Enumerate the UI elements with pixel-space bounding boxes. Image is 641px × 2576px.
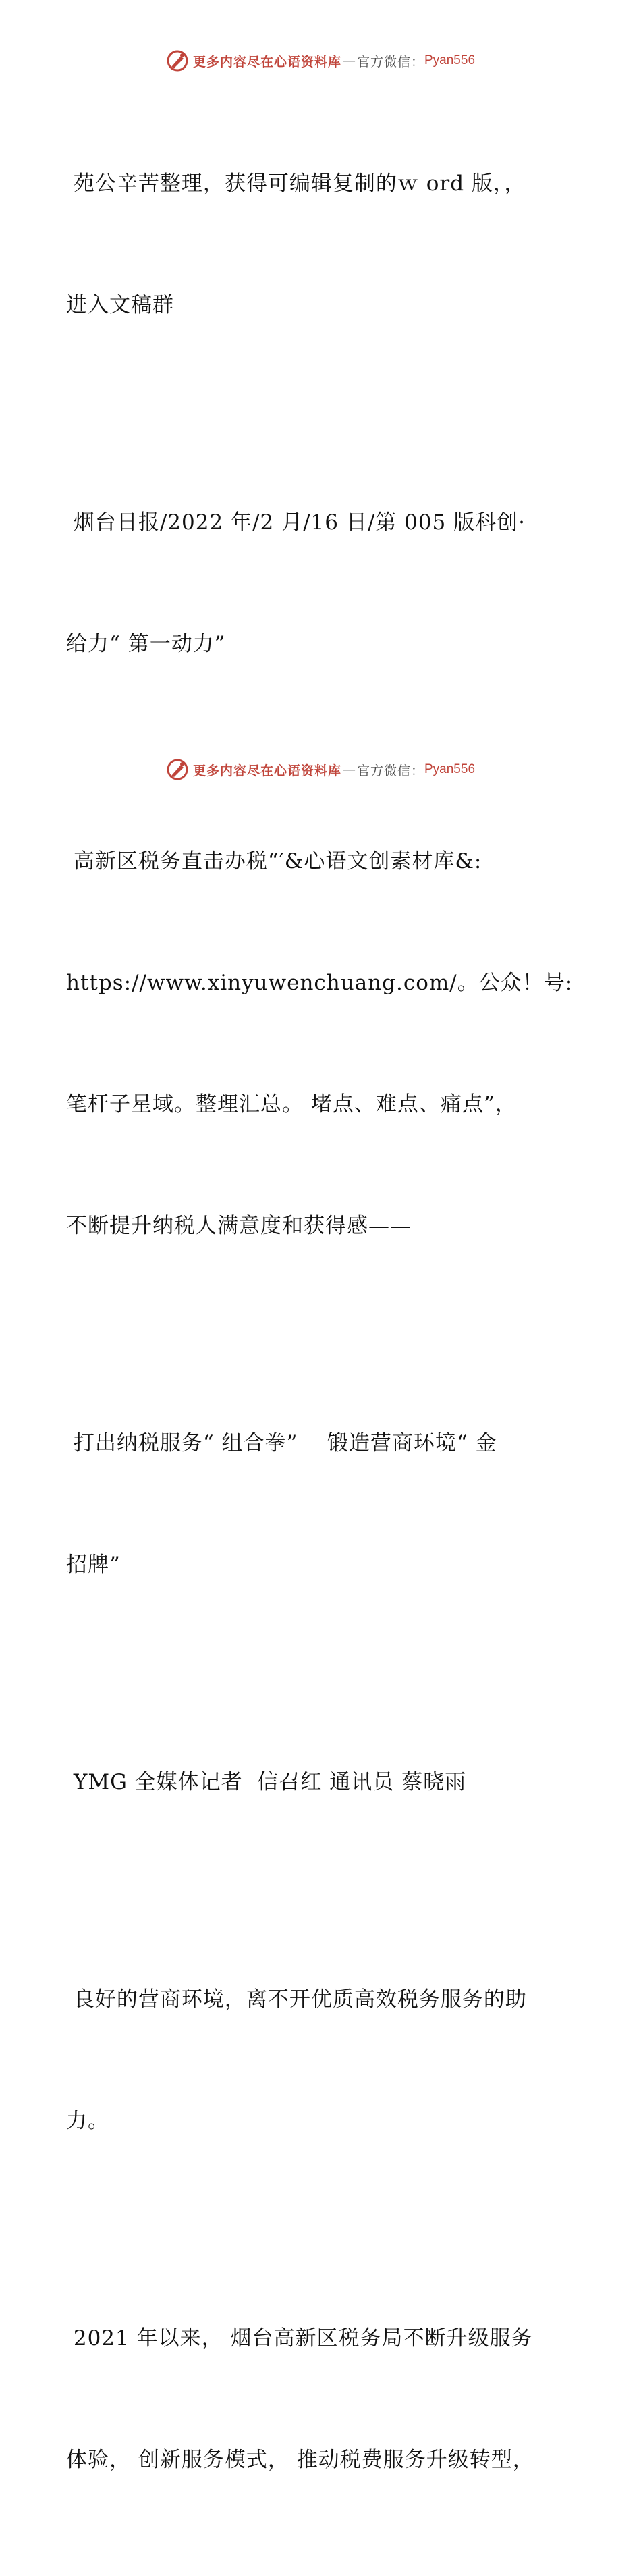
paragraph-byline [66, 1681, 579, 1883]
text-line: YMG 全媒体记者 信召红 通讯员 蔡晓雨 [66, 1770, 467, 1794]
text-line: 苑公辛苦整理，获得可编辑复制的ｗ ord 版，， [66, 171, 526, 196]
banner-wechat-id: Pyan556 [424, 762, 476, 776]
banner-wechat-id: Pyan556 [424, 53, 476, 68]
banner-wechat-label: 官方微信： [356, 763, 424, 778]
paragraph-lead [66, 1898, 579, 2222]
text-line: 体验， 创新服务模式， 推动税费服务升级转型， [66, 2448, 534, 2472]
text-line: 招牌” [66, 1553, 121, 1577]
paragraph-source [66, 421, 579, 745]
text-line: 笔杆子星域。整理汇总。 堵点、难点、痛点”， [66, 1092, 517, 1117]
banner-separator: — [342, 762, 356, 777]
pen-logo-icon [166, 758, 189, 781]
paragraph-body [66, 2237, 579, 2561]
text-line: 高新区税务直击办税“′&心语文创素材库&: [66, 849, 482, 874]
text-line: 不断提升纳税人满意度和获得感—— [66, 1214, 412, 1238]
text-line: 进入文稿群 [66, 293, 174, 317]
text-line: 打出纳税服务“ 组合拳” 锻造营商环境“ 金 [66, 1431, 497, 1455]
footer-banner [0, 756, 641, 783]
paragraph-headline [66, 760, 579, 1327]
paragraph-subheadline [66, 1342, 579, 1666]
banner-red-text: 更多内容尽在心语资料库 [192, 763, 341, 778]
banner-separator: — [342, 53, 356, 68]
document-body [66, 82, 579, 2576]
text-line: 2021 年以来， 烟台高新区税务局不断升级服务 [66, 2326, 533, 2351]
banner-wechat-label: 官方微信： [356, 54, 424, 70]
text-line: 烟台日报/2022 年/2 月/16 日/第 005 版科创· [66, 510, 526, 535]
paragraph-intro [66, 82, 579, 406]
text-line: 力。 [66, 2109, 109, 2133]
header-banner [0, 47, 641, 74]
pen-logo-icon [166, 49, 189, 72]
text-line: 给力“ 第一动力” [66, 632, 226, 656]
banner-red-text: 更多内容尽在心语资料库 [192, 54, 341, 70]
text-line: https://www.xinyuwenchuang.com/。公众！号: [66, 971, 574, 995]
text-line: 良好的营商环境，离不开优质高效税务服务的助 [66, 1987, 527, 2012]
